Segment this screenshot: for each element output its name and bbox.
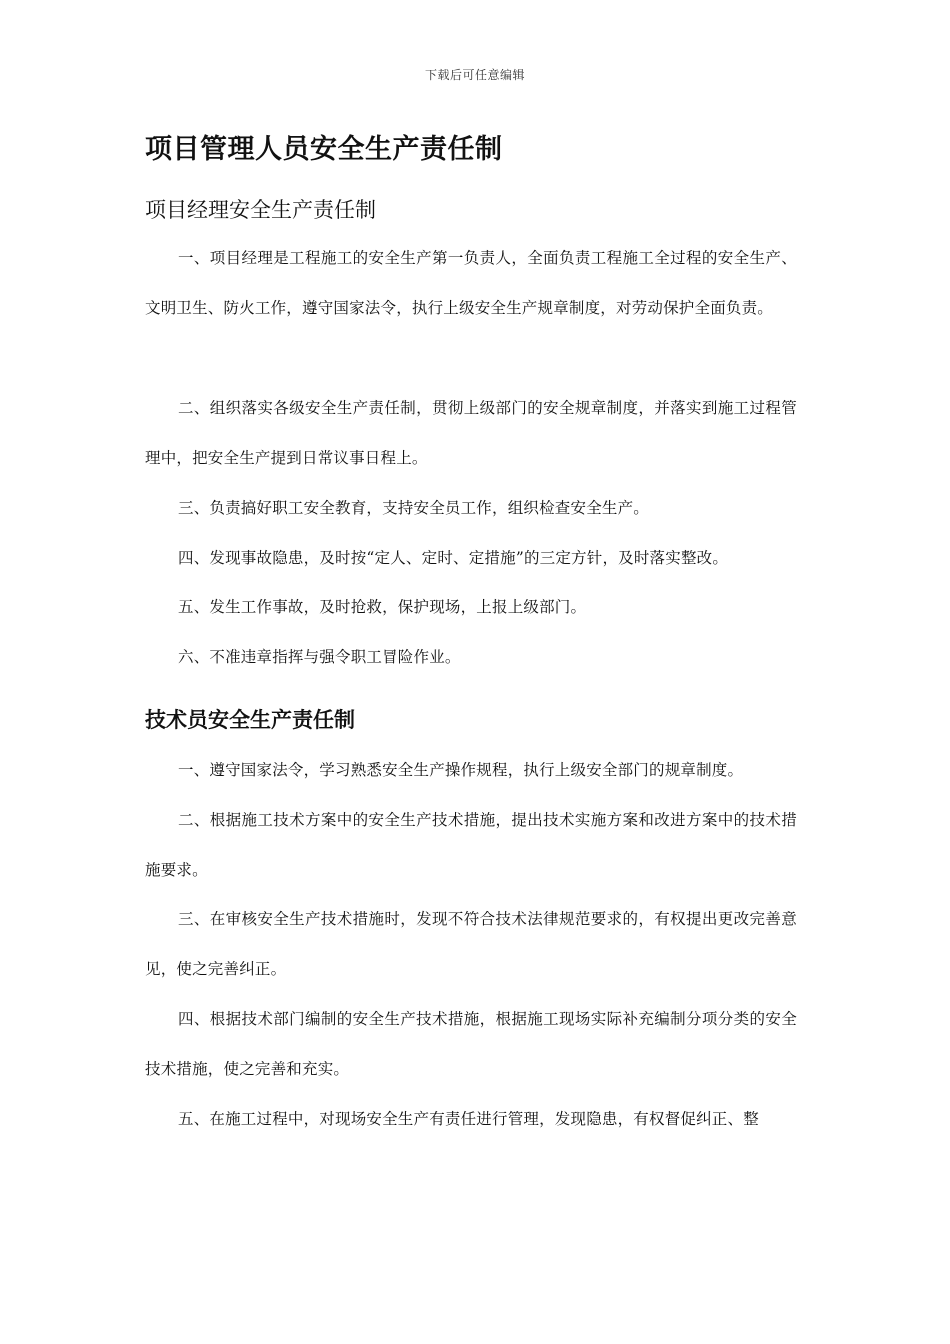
paragraph: 二、根据施工技术方案中的安全生产技术措施，提出技术实施方案和改进方案中的技术措施要求。 <box>145 811 797 879</box>
paragraph: 三、在审核安全生产技术措施时，发现不符合技术法律规范要求的，有权提出更改完善意见，使之完善纠正。 <box>145 910 797 978</box>
paragraph: 五、发生工作事故，及时抢救，保护现场，上报上级部门。 <box>178 598 587 616</box>
paragraph: 一、遵守国家法令，学习熟悉安全生产操作规程，执行上级安全部门的规章制度。 <box>178 761 744 779</box>
document-title: 项目管理人员安全生产责任制 <box>145 134 503 165</box>
paragraph: 四、发现事故隐患，及时按“定人、定时、定措施”的三定方针，及时落实整改。 <box>178 549 729 567</box>
section-heading-technician: 技术员安全生产责任制 <box>145 707 355 732</box>
paragraph: 五、在施工过程中，对现场安全生产有责任进行管理，发现隐患，有权督促纠正、整 <box>178 1110 759 1128</box>
paragraph: 三、负责搞好职工安全教育，支持安全员工作，组织检查安全生产。 <box>178 499 650 517</box>
paragraph: 一、项目经理是工程施工的安全生产第一负责人，全面负责工程施工全过程的安全生产、文明卫生、防火工作，遵守国家法令，执行上级安全生产规章制度，对劳动保护全面负责。 <box>145 249 797 317</box>
section-heading-project-manager: 项目经理安全生产责任制 <box>145 198 376 222</box>
paragraph: 六、不准违章指挥与强令职工冒险作业。 <box>178 648 461 666</box>
paragraph: 二、组织落实各级安全生产责任制，贯彻上级部门的安全规章制度，并落实到施工过程管理中，把安全生产提到日常议事日程上。 <box>145 399 797 467</box>
page-header-note: 下载后可任意编辑 <box>424 68 525 82</box>
paragraph: 四、根据技术部门编制的安全生产技术措施，根据施工现场实际补充编制分项分类的安全技术措施，使之完善和充实。 <box>145 1010 797 1078</box>
